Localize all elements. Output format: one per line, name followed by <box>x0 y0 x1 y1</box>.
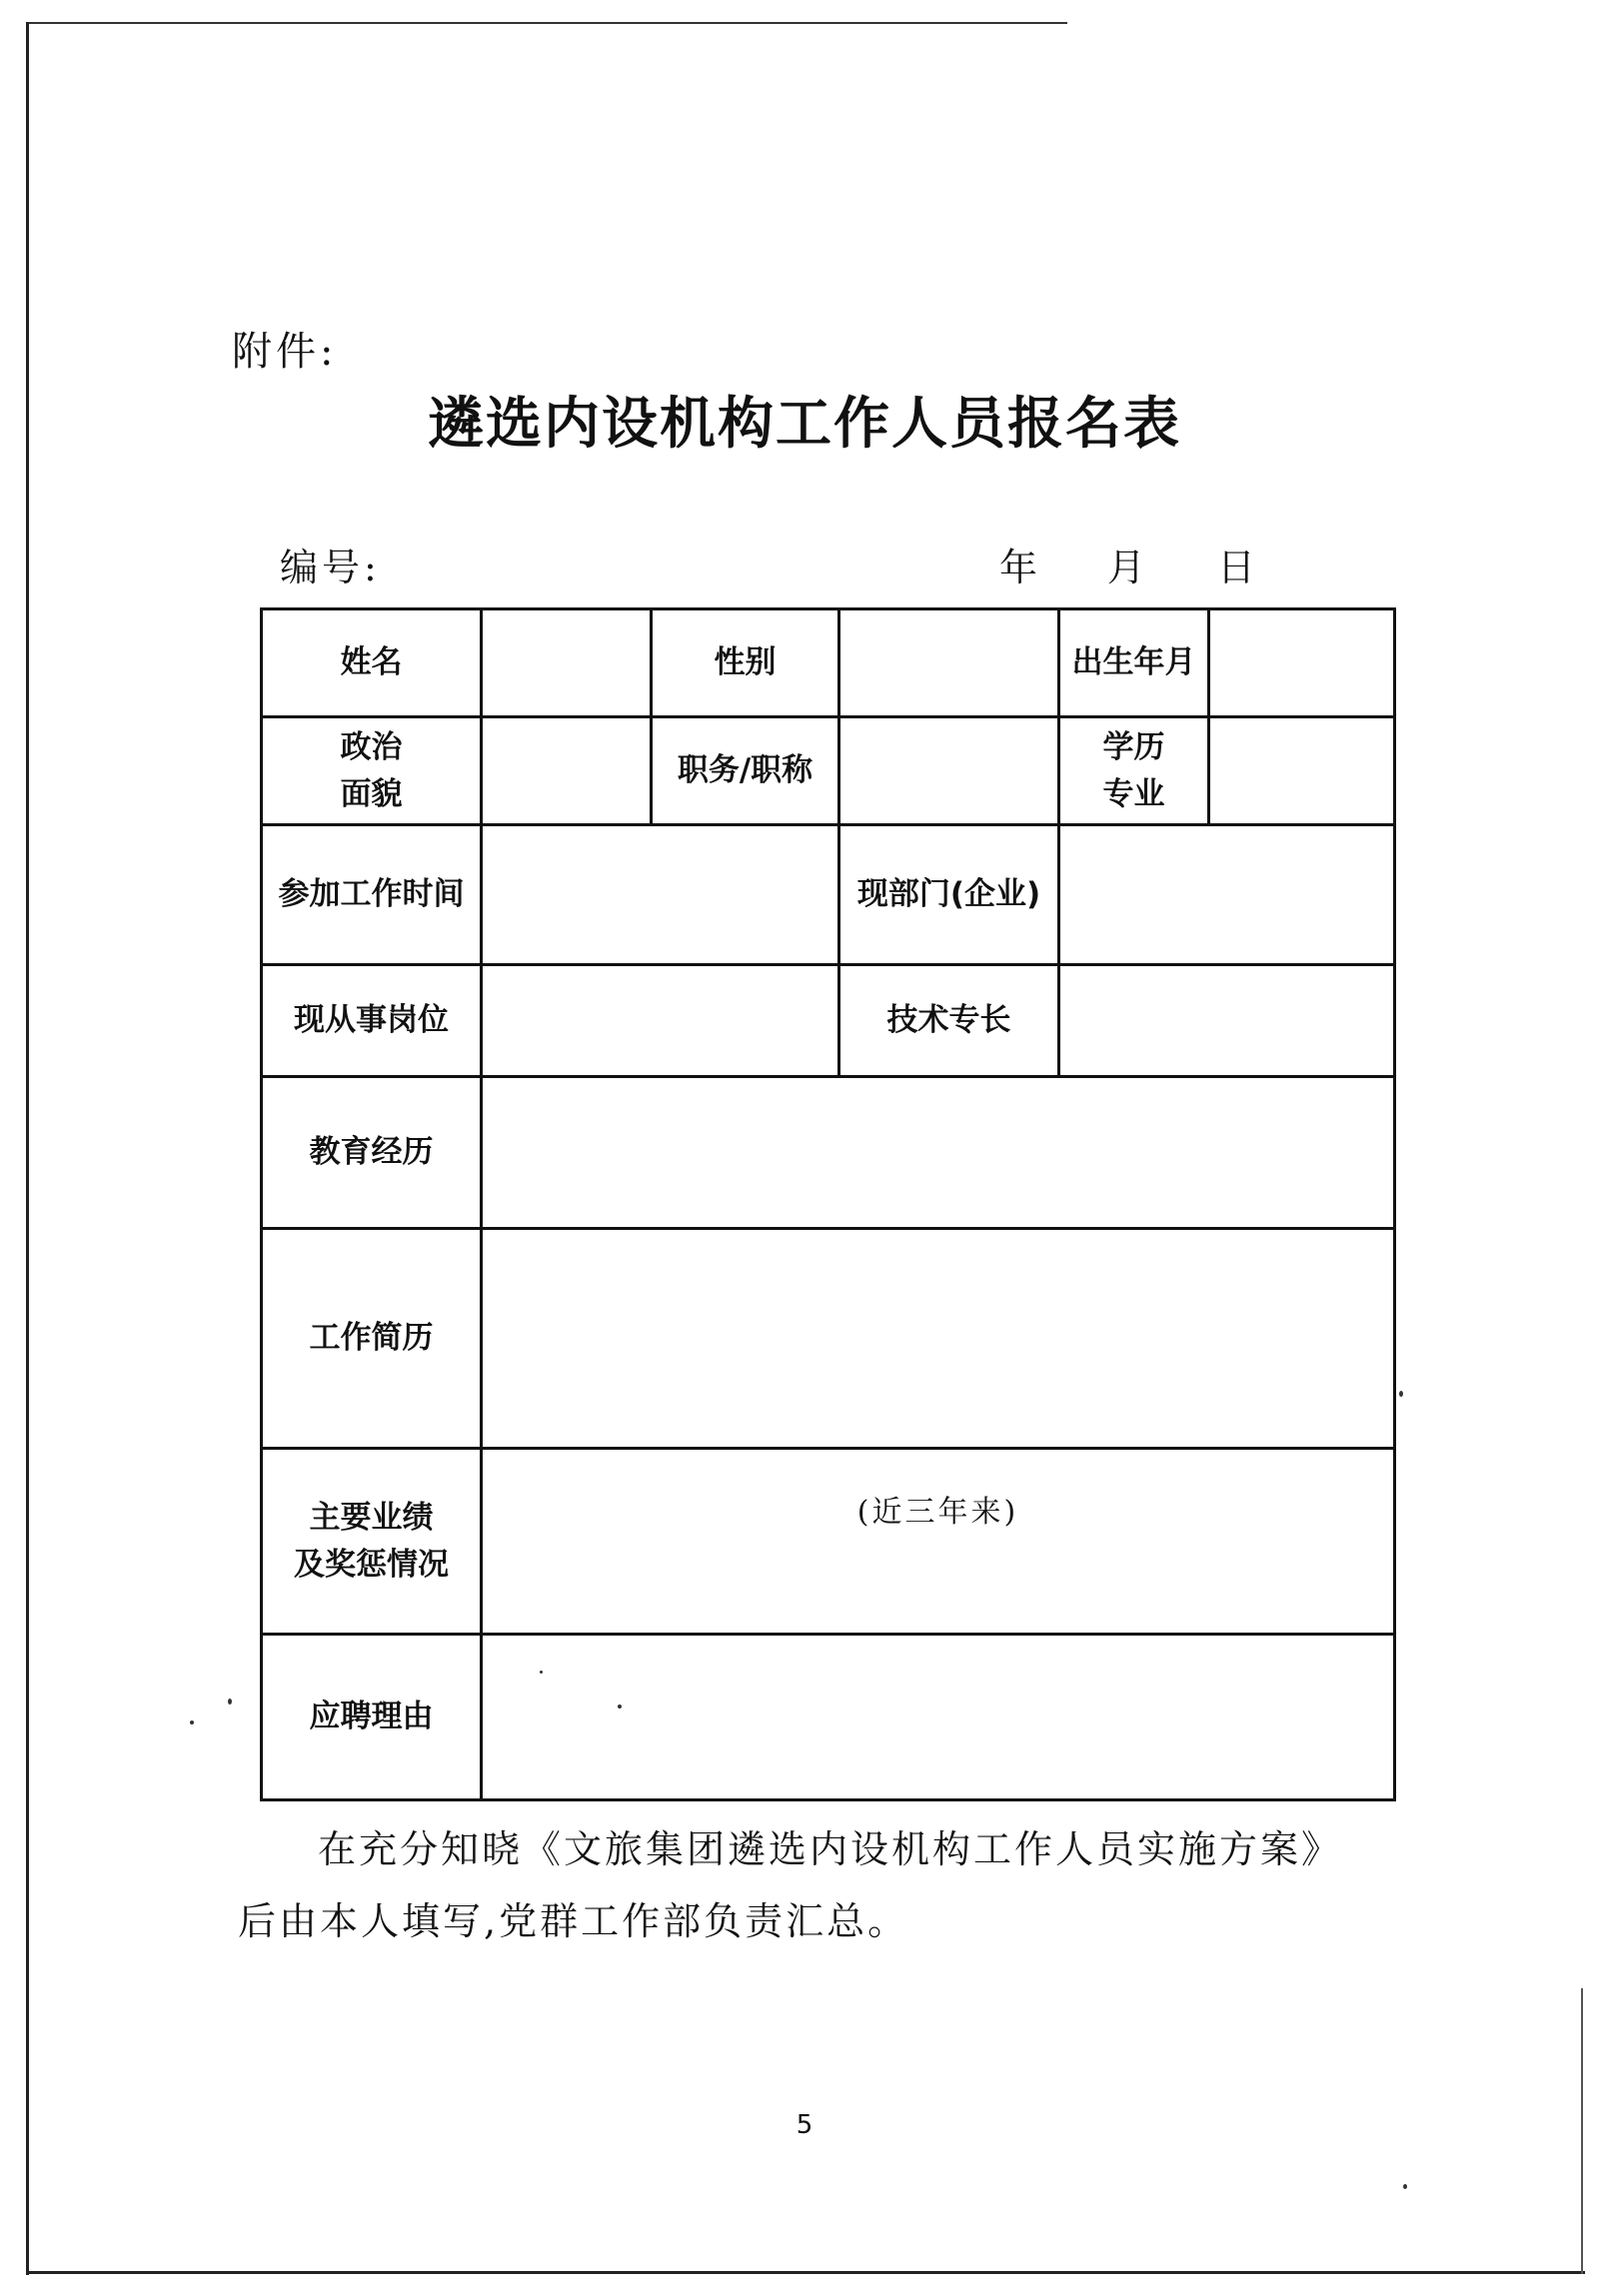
achievements-label-line1: 主要业绩 <box>309 1500 434 1536</box>
achievements-label <box>262 1449 482 1635</box>
education-history-input-cell[interactable] <box>482 1077 1395 1229</box>
birth-date-input-cell[interactable] <box>1209 609 1395 717</box>
table-row <box>262 1229 1395 1449</box>
statement-line-1 <box>238 1813 1397 1885</box>
table-row <box>262 1449 1395 1635</box>
date-month-label: 月 <box>1107 546 1146 589</box>
serial-number-label: 编号: <box>280 546 381 589</box>
name-input-cell[interactable] <box>482 609 652 717</box>
table-row <box>262 717 1395 825</box>
scan-speck <box>1403 2184 1407 2189</box>
statement-text-1: 在充分知晓《文旅集团遴选内设机构工作人员实施方案》 <box>318 1827 1343 1871</box>
registration-form-table <box>260 607 1396 1801</box>
statement-paragraph <box>238 1813 1397 1957</box>
table-row <box>262 1077 1395 1229</box>
work-start-input-cell[interactable] <box>482 825 839 965</box>
political-status-input-cell[interactable] <box>482 717 652 825</box>
political-status-label-line2: 面貌 <box>340 775 403 812</box>
date-day-label: 日 <box>1217 546 1256 589</box>
current-dept-input-cell[interactable] <box>1059 825 1395 965</box>
table-row <box>262 609 1395 717</box>
achievements-label-line2: 及奖惩情况 <box>294 1546 449 1583</box>
scan-border-top <box>28 22 1067 24</box>
position-title-input-cell[interactable] <box>839 717 1059 825</box>
page-number: 5 <box>796 2110 813 2140</box>
work-history-input-cell[interactable] <box>482 1229 1395 1449</box>
current-post-input-cell[interactable] <box>482 965 839 1077</box>
political-status-label <box>262 717 482 825</box>
scan-border-left <box>26 22 29 2275</box>
education-history-label: 教育经历 <box>262 1077 482 1229</box>
education-major-input-cell[interactable] <box>1209 717 1395 825</box>
achievements-input-cell[interactable] <box>482 1449 1395 1635</box>
political-status-label-line1: 政治 <box>340 729 403 765</box>
statement-line-2: 后由本人填写,党群工作部负责汇总。 <box>238 1899 909 1943</box>
table-row <box>262 825 1395 965</box>
position-title-label: 职务/职称 <box>652 717 839 825</box>
skills-input-cell[interactable] <box>1059 965 1395 1077</box>
achievements-hint: (近三年来) <box>856 1495 1019 1530</box>
education-label-line2: 专业 <box>1102 775 1165 812</box>
scan-speck <box>1399 1391 1403 1397</box>
birth-date-label: 出生年月 <box>1059 609 1209 717</box>
document-title: 遴选内设机构工作人员报名表 <box>428 391 1181 457</box>
application-reason-label: 应聘理由 <box>262 1635 482 1800</box>
work-history-label: 工作简历 <box>262 1229 482 1449</box>
table-row <box>262 965 1395 1077</box>
scan-border-bottom <box>26 2271 1585 2274</box>
scan-speck <box>190 1721 194 1724</box>
education-label-line1: 学历 <box>1102 729 1165 765</box>
gender-input-cell[interactable] <box>839 609 1059 717</box>
work-start-label: 参加工作时间 <box>262 825 482 965</box>
skills-label: 技术专长 <box>839 965 1059 1077</box>
application-reason-input-cell[interactable] <box>482 1635 1395 1800</box>
date-year-label: 年 <box>999 546 1038 589</box>
name-label: 姓名 <box>262 609 482 717</box>
attachment-label: 附件: <box>232 329 338 375</box>
education-major-label <box>1059 717 1209 825</box>
table-row <box>262 1635 1395 1800</box>
gender-label: 性别 <box>652 609 839 717</box>
current-dept-label: 现部门(企业) <box>839 825 1059 965</box>
scan-speck <box>228 1699 232 1705</box>
current-post-label: 现从事岗位 <box>262 965 482 1077</box>
